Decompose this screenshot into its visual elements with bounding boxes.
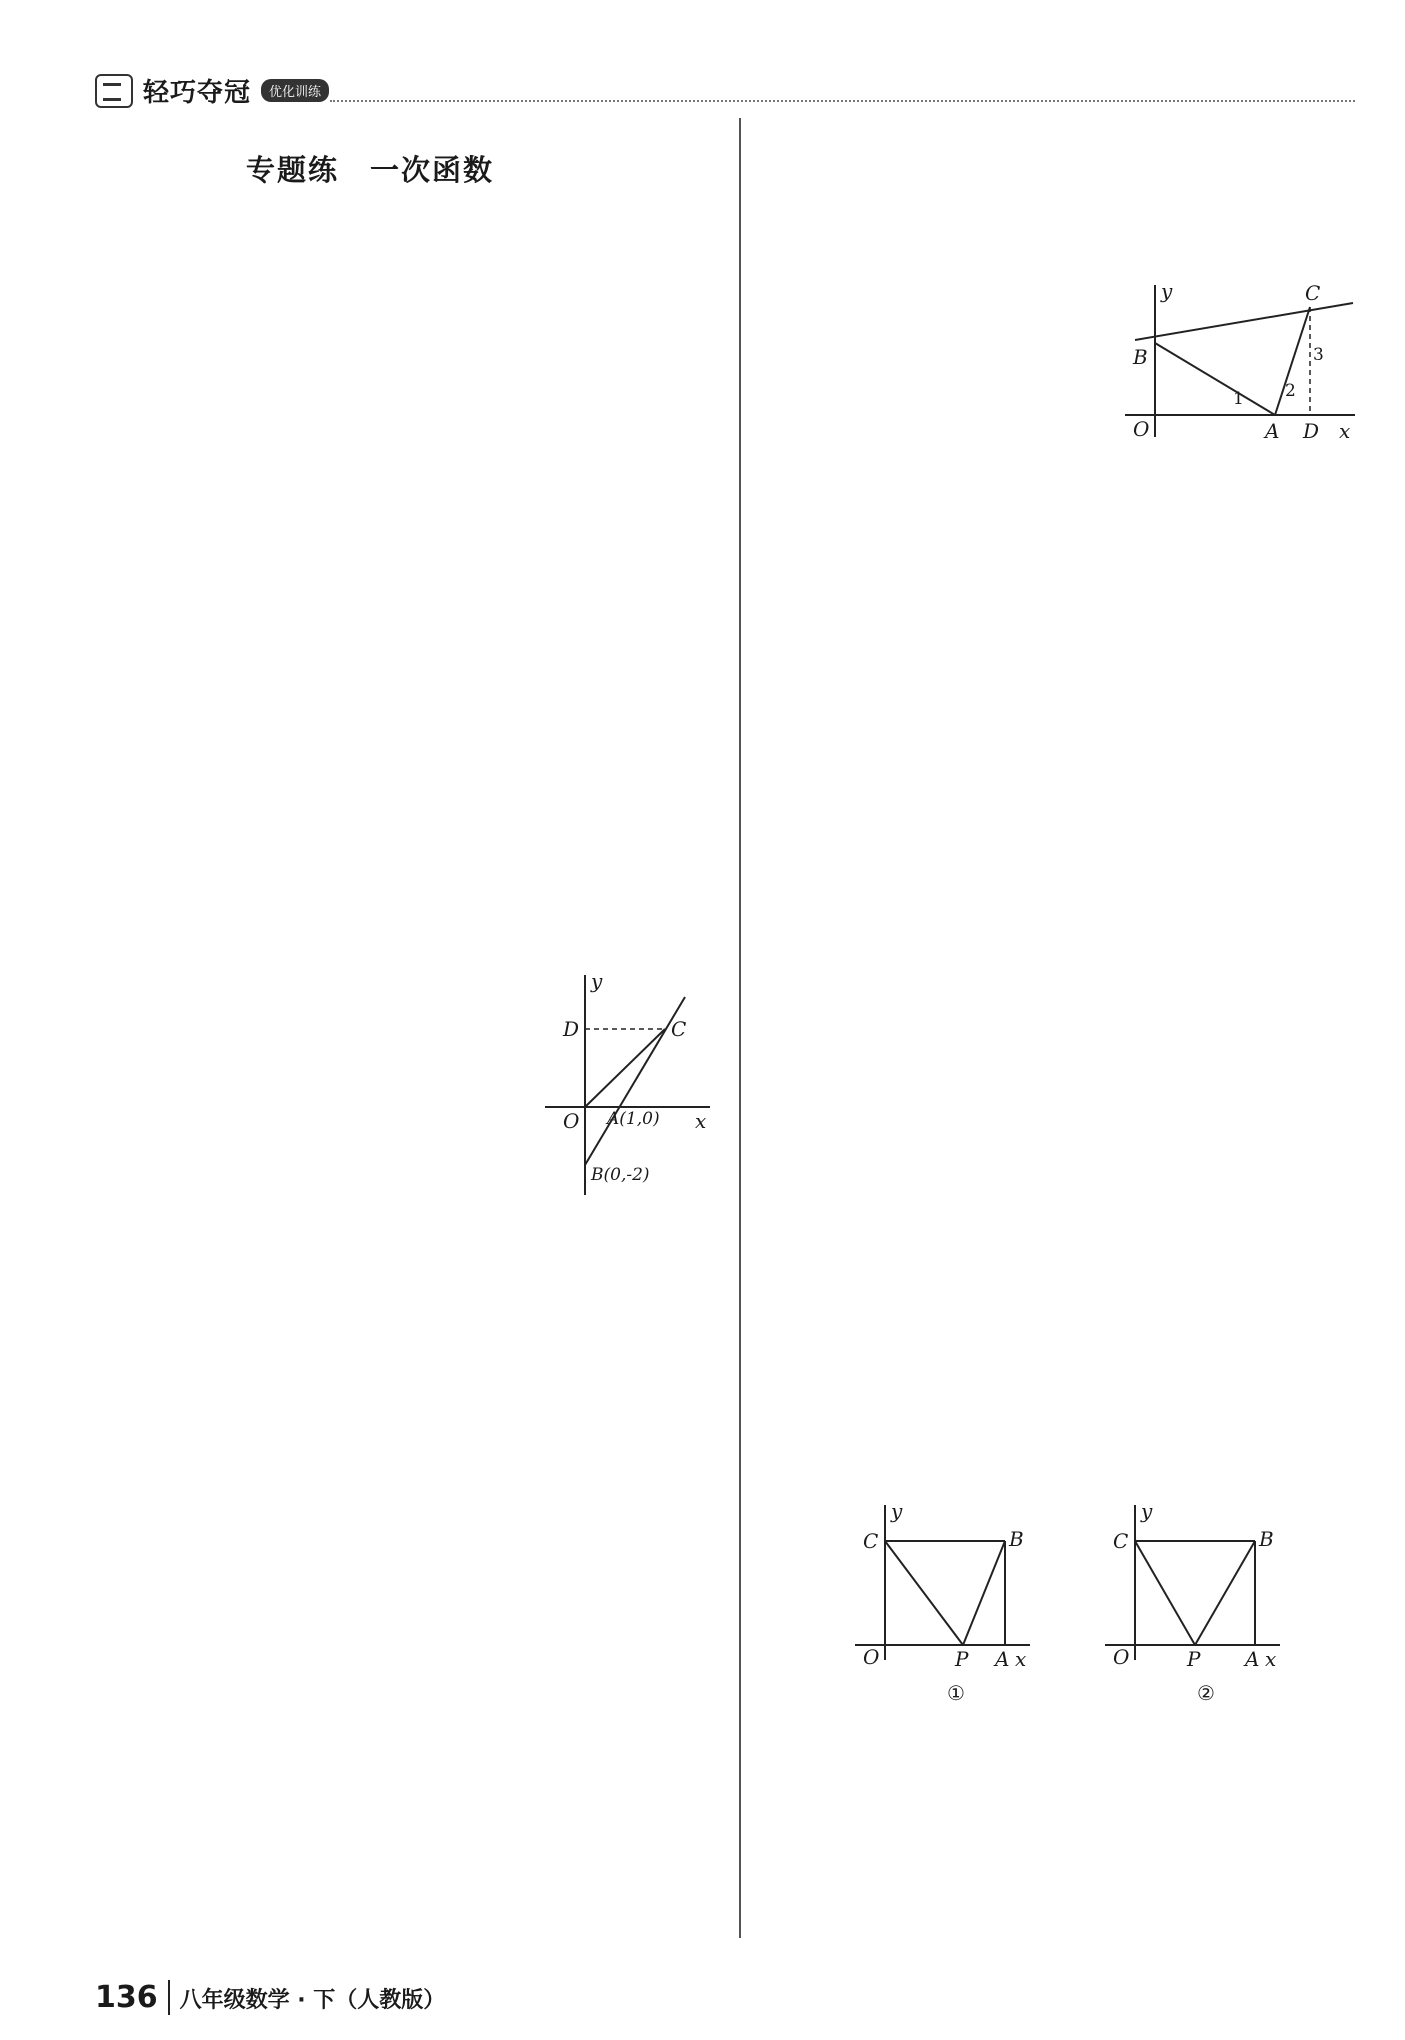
figure-q6-2-caption: ② [1197, 1681, 1215, 1705]
figure-q6-1-label: x [1015, 1647, 1027, 1671]
figure-q6-2-label: O [1113, 1645, 1130, 1669]
header-rule [330, 100, 1355, 102]
page-number: 136 [95, 1980, 170, 2015]
figure-q5 [1125, 279, 1355, 445]
figure-q6-2-label: A [1245, 1647, 1260, 1671]
figure-q6-1-label: C [863, 1529, 879, 1553]
figure-q5-label: A [1265, 419, 1280, 443]
figure-q6-2-lines [1105, 1505, 1285, 1665]
figure-q5-label: D [1303, 419, 1320, 443]
footer-book-title: 八年级数学 · 下（人教版） [179, 1988, 446, 2013]
figure-q3-label: x [695, 1109, 707, 1133]
figure-q6-2 [1105, 1499, 1285, 1705]
figure-q5-label: x [1339, 419, 1351, 443]
figure-q6-2-label: P [1187, 1647, 1201, 1671]
figure-q3-label: D [563, 1017, 580, 1041]
figure-q6-1-label: B [1009, 1527, 1024, 1551]
figure-q6-2-label: B [1259, 1527, 1274, 1551]
figure-q6-1-label: A [995, 1647, 1010, 1671]
figure-q5-label: B [1133, 345, 1148, 369]
figure-q3-label: O [563, 1109, 580, 1133]
page-footer [95, 1980, 445, 2015]
figure-q6-1-label: O [863, 1645, 880, 1669]
brand-logo-icon [95, 74, 133, 108]
figure-q6-2-label: x [1265, 1647, 1277, 1671]
page-header [95, 72, 329, 109]
figure-q6-2-label: y [1141, 1499, 1153, 1523]
figure-q6-1 [855, 1499, 1035, 1705]
section-title: 专题练 一次函数 [245, 153, 494, 187]
figure-q6-2-label: C [1113, 1529, 1129, 1553]
figure-q5-label: 1 [1233, 389, 1244, 409]
figure-q6-1-label: P [955, 1647, 969, 1671]
figure-q5-label: 3 [1313, 345, 1324, 365]
figure-q5-label: C [1305, 281, 1321, 305]
column-divider [739, 118, 741, 1938]
figure-q6-1-lines [855, 1505, 1035, 1665]
brand-tag: 优化训练 [261, 79, 329, 102]
figure-q3-label: y [591, 969, 603, 993]
figure-q3 [545, 969, 715, 1200]
figure-q5-label: O [1133, 417, 1150, 441]
figure-q3-label: A(1,0) [607, 1109, 660, 1129]
figure-q5-label: y [1161, 279, 1173, 303]
brand-name: 轻巧夺冠 [143, 78, 252, 108]
figure-q3-label: B(0,-2) [591, 1165, 650, 1185]
figure-q6-1-caption: ① [947, 1681, 965, 1705]
figure-q6-1-label: y [891, 1499, 903, 1523]
figure-q5-label: 2 [1285, 381, 1296, 401]
figure-q5-lines [1125, 285, 1355, 445]
figure-q3-label: C [671, 1017, 687, 1041]
